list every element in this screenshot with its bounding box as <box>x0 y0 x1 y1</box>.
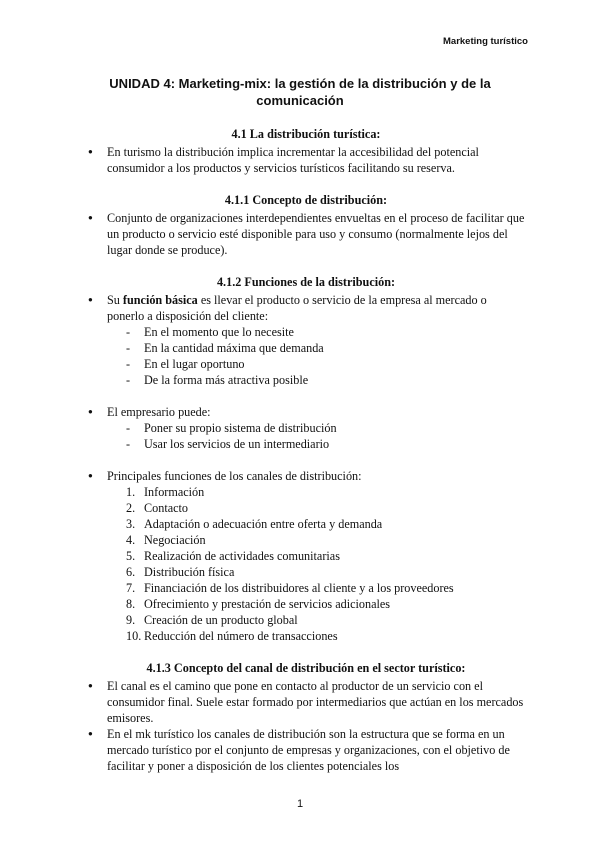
bullet-4-1: ● En turismo la distribución implica incrementar la accesibilidad del potencial consumidor a los productos y servicios turísticos facilitando su reserva. <box>86 144 526 176</box>
principales-funciones-list <box>86 484 526 644</box>
list-item: 2. Contacto <box>126 501 189 515</box>
list-item: 7. Financiación de los distribuidores al cliente y a los proveedores <box>126 581 454 595</box>
list-item: - Usar los servicios de un intermediario <box>86 436 526 452</box>
unit-title-line-1: UNIDAD 4: Marketing-mix: la gestión de la distribución y de la <box>109 76 491 91</box>
page-number: 1 <box>296 798 304 810</box>
bullet-4-1-1: ● Conjunto de organizaciones interdependientes envueltas en el proceso de facilitar que un producto o servicio esté disponible para uso y consumo (normalmente lejos del lugar donde se produce). <box>86 210 526 258</box>
list-item: - Poner su propio sistema de distribución <box>86 420 526 436</box>
bullet-canal-2: ● En el mk turístico los canales de distribución son la estructura que se forma en un mercado turístico por el conjunto de empresas y organizaciones, con el objetivo de facilitar y poner a disposición de los clientes potenciales los <box>86 726 526 774</box>
heading-4-1: 4.1 La distribución turística: <box>231 127 381 141</box>
list-item: 5. Realización de actividades comunitarias <box>126 549 340 563</box>
bullet-funcion-basica: ● Su función básica es llevar el producto o servicio de la empresa al mercado o ponerlo a disposición del cliente: <box>86 292 526 324</box>
heading-4-1-1: 4.1.1 Concepto de distribución: <box>224 193 388 207</box>
heading-4-1-2: 4.1.2 Funciones de la distribución: <box>216 275 396 289</box>
list-item: 6. Distribución física <box>126 565 235 579</box>
list-item: - En el momento que lo necesite <box>86 324 526 340</box>
unit-title <box>90 75 510 109</box>
list-item: 4. Negociación <box>126 533 206 547</box>
list-item: 8. Ofrecimiento y prestación de servicios adicionales <box>126 597 391 611</box>
list-item: - De la forma más atractiva posible <box>86 372 526 388</box>
list-item: - En el lugar oportuno <box>86 356 526 372</box>
list-item: 3. Adaptación o adecuación entre oferta y demanda <box>126 517 383 531</box>
heading-4-1-3: 4.1.3 Concepto del canal de distribución en el sector turístico: <box>146 661 466 675</box>
unit-title-line-2: comunicación <box>256 93 344 108</box>
bullet-canal-1: ● El canal es el camino que pone en contacto al productor de un servicio con el consumidor final. Suele estar formado por intermediarios que actúan en los mercados emisores. <box>86 678 526 726</box>
funcion-basica-list <box>86 324 526 388</box>
list-item: 1. Información <box>126 485 205 499</box>
list-item: - En la cantidad máxima que demanda <box>86 340 526 356</box>
document-body <box>86 126 526 774</box>
list-item: 10. Reducción del número de transacciones <box>126 629 338 643</box>
funcion-basica-bold: función básica <box>122 293 198 307</box>
bullet-principales-funciones: ● Principales funciones de los canales de distribución: <box>86 468 526 484</box>
running-header: Marketing turístico <box>443 36 528 47</box>
bullet-empresario: ● El empresario puede: <box>86 404 526 420</box>
empresario-list <box>86 420 526 452</box>
list-item: 9. Creación de un producto global <box>126 613 298 627</box>
